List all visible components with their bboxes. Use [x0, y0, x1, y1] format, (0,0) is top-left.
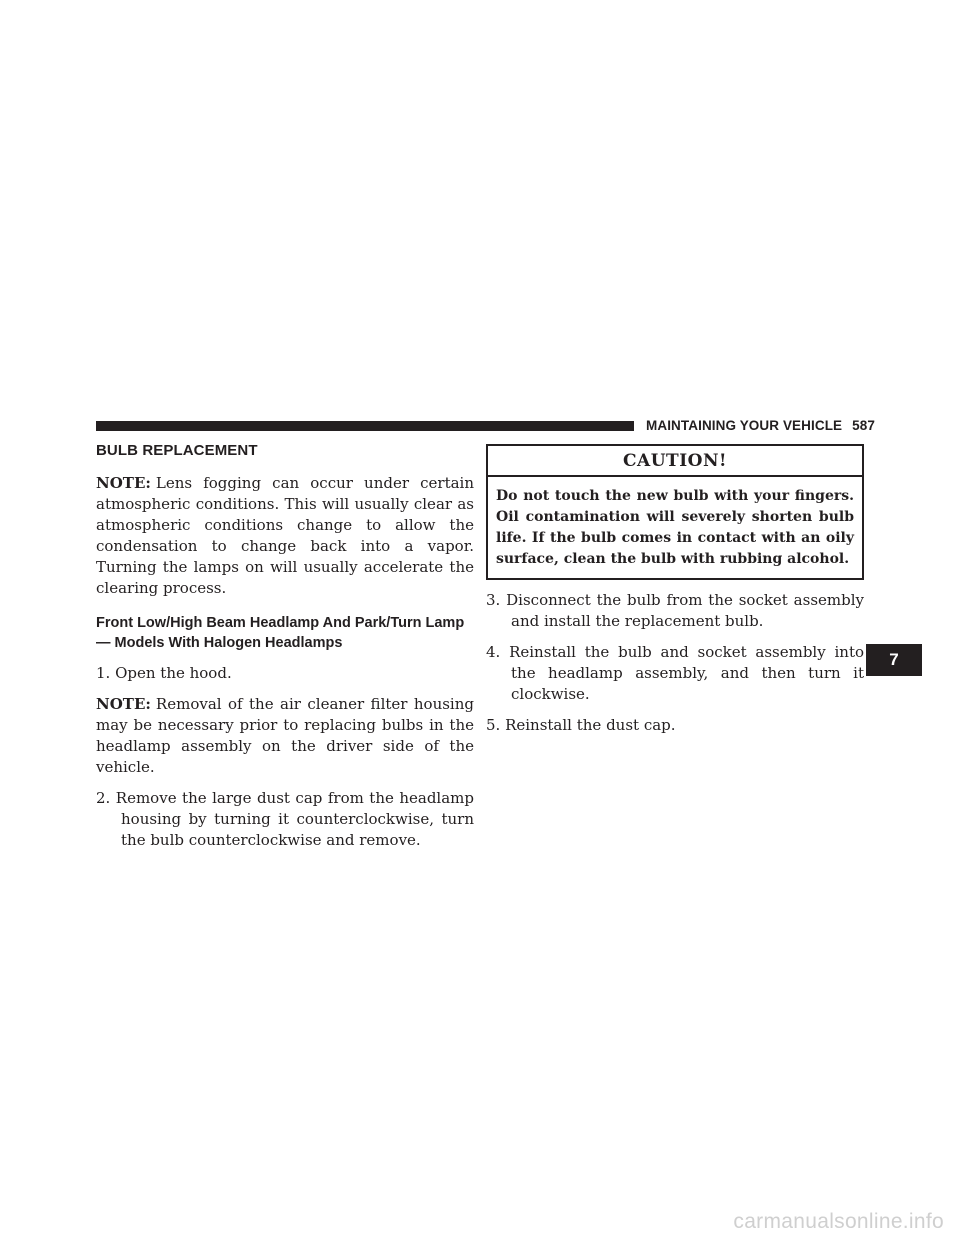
left-column — [96, 438, 474, 861]
watermark: carmanualsonline.info — [733, 1210, 944, 1233]
running-header — [646, 418, 875, 433]
note-text: Lens fogging can occur under certain atmospheric conditions. This will usually clear as atmospheric conditions change to allow the condensation to change back into a vapor. Turning the lamps on will usually accelerate the clearing process. — [96, 474, 474, 597]
step-3: 3. Disconnect the bulb from the socket assembly and install the replacement bulb. — [486, 591, 864, 630]
note-text: Removal of the air cleaner filter housing may be necessary prior to replacing bulbs in the headlamp assembly on the driver side of the vehicle. — [96, 695, 474, 776]
step-5: 5. Reinstall the dust cap. — [486, 716, 676, 734]
step-4: 4. Reinstall the bulb and socket assembly into the headlamp assembly, and then turn it clockwise. — [486, 643, 864, 703]
caution-title: CAUTION! — [488, 446, 862, 477]
step-1: 1. Open the hood. — [96, 664, 232, 682]
page-number: 587 — [852, 418, 875, 433]
caution-box — [486, 444, 864, 580]
note-paragraph-air-cleaner — [96, 694, 474, 778]
chapter-tab: 7 — [866, 644, 922, 676]
step-2: 2. Remove the large dust cap from the headlamp housing by turning it counterclockwise, turn the bulb counterclockwise and remove. — [96, 789, 474, 849]
subsection-heading: Front Low/High Beam Headlamp And Park/Turn Lamp — Models With Halogen Headlamps — [96, 615, 465, 651]
note-label: NOTE: — [96, 695, 151, 713]
note-label: NOTE: — [96, 474, 151, 492]
right-column — [486, 438, 864, 746]
header-rule — [96, 421, 634, 431]
header-section-title: MAINTAINING YOUR VEHICLE — [646, 418, 843, 433]
caution-text: Do not touch the new bulb with your fingers. Oil contamination will severely shorten bulb life. If the bulb comes in contact with an oily surface, clean the bulb with rubbing alcohol. — [496, 488, 854, 567]
note-paragraph-fogging — [96, 473, 474, 599]
section-heading: BULB REPLACEMENT — [96, 442, 258, 459]
